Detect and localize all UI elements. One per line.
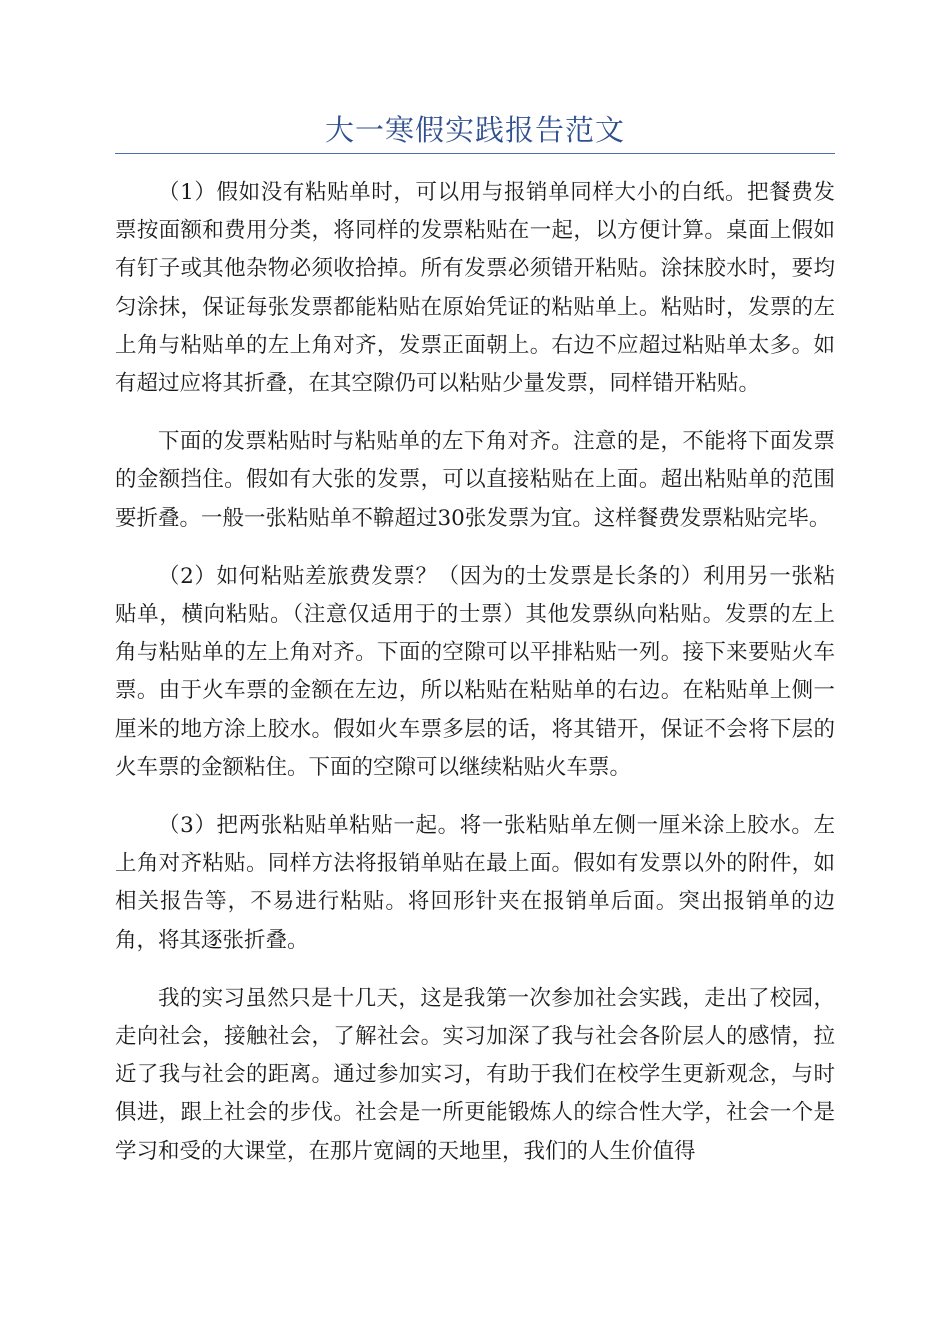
document-title: 大一寒假实践报告范文	[324, 113, 625, 147]
paragraph-5: 我的实习虽然只是十几天，这是我第一次参加社会实践，走出了校园，走向社会，接触社会，了解社会。实习加深了我与社会各阶层人的感情，拉近了我与社会的距离。通过参加实习，有助于我们在校学生更新观念，与时俱进，跟上社会的步伐。社会是一所更能锻炼人的综合性大学，社会一个是学习和受的大课堂，在那片宽阔的天地里，我们的人生价值得	[115, 985, 835, 1164]
document-body	[115, 174, 835, 1191]
title-underline	[115, 153, 835, 154]
paragraph-4: （3）把两张粘贴单粘贴一起。将一张粘贴单左侧一厘米涂上胶水。左上角对齐粘贴。同样方法将报销单贴在最上面。假如有发票以外的附件，如相关报告等，不易进行粘贴。将回形针夹在报销单后面。突出报销单的边角，将其逐张折叠。	[115, 813, 835, 953]
paragraph-1: （1）假如没有粘贴单时，可以用与报销单同样大小的白纸。把餐费发票按面额和费用分类，将同样的发票粘贴在一起，以方便计算。桌面上假如有钉子或其他杂物必须收拾掉。所有发票必须错开粘贴。涂抹胶水时，要均匀涂抹，保证每张发票都能粘贴在原始凭证的粘贴单上。粘贴时，发票的左上角与粘贴单的左上角对齐，发票正面朝上。右边不应超过粘贴单太多。如有超过应将其折叠，在其空隙仍可以粘贴少量发票，同样错开粘贴。	[115, 180, 835, 397]
paragraph-2: 下面的发票粘贴时与粘贴单的左下角对齐。注意的是，不能将下面发票的金额挡住。假如有大张的发票，可以直接粘贴在上面。超出粘贴单的范围要折叠。一般一张粘贴单不鞥超过30张发票为宜。这样餐费发票粘贴完毕。	[115, 429, 835, 531]
paragraph-3: （2）如何粘贴差旅费发票？（因为的士发票是长条的）利用另一张粘贴单，横向粘贴。（注意仅适用于的士票）其他发票纵向粘贴。发票的左上角与粘贴单的左上角对齐。下面的空隙可以平排粘贴一列。接下来要贴火车票。由于火车票的金额在左边，所以粘贴在粘贴单的右边。在粘贴单上侧一厘米的地方涂上胶水。假如火车票多层的话，将其错开，保证不会将下层的火车票的金额粘住。下面的空隙可以继续粘贴火车票。	[115, 563, 835, 780]
